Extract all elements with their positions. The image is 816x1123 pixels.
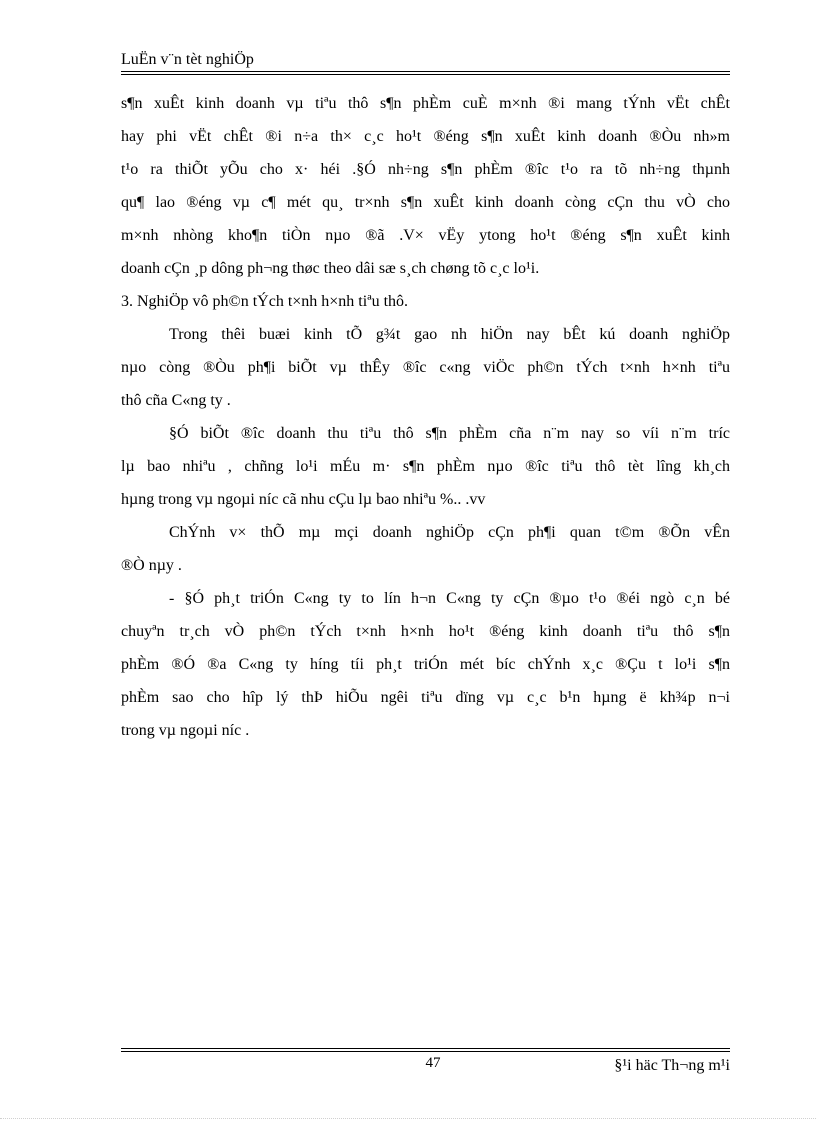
- page-bottom-edge: [0, 1118, 816, 1119]
- body-line: m×nh nhòng kho¶n tiÒn nµo ®ã .V× vËy ytong ho¹t ®éng s¶n xuÊt kinh: [121, 227, 730, 244]
- footer-rule: [121, 1048, 730, 1049]
- body-line: phÈm ®Ó ®a C«ng ty híng tíi ph¸t triÓn mét bíc chÝnh x¸c ®Çu t lo¹i s¶n: [121, 656, 730, 673]
- body-line: trong vµ ngoµi níc .: [121, 722, 250, 739]
- body-line: phÈm sao cho hîp lý thÞ hiÕu ngêi tiªu dïng vµ c¸c b¹n hµng ë kh¾p n¬i: [121, 689, 730, 706]
- body-line: chuyªn tr¸ch vÒ ph©n tÝch t×nh h×nh ho¹t ®éng kinh doanh tiªu thô s¶n: [121, 623, 730, 640]
- footer-rule-second: [121, 1051, 730, 1052]
- body-line: s¶n xuÊt kinh doanh vµ tiªu thô s¶n phÈm cuÈ m×nh ®i mang tÝnh vËt chÊt: [121, 95, 730, 112]
- page-number: 47: [425, 1055, 441, 1071]
- body-line: ChÝnh v× thÕ mµ mçi doanh nghiÖp cÇn ph¶i quan t©m ®Õn vÊn: [169, 524, 730, 541]
- footer-school: §¹i häc Th¬ng m¹i: [614, 1057, 730, 1074]
- body-line: lµ bao nhiªu , chñng lo¹i mÉu m· s¶n phÈm nµo ®îc tiªu thô tèt lîng kh¸ch: [121, 458, 730, 475]
- header-rule: [121, 71, 730, 72]
- body-line: nµo còng ®Òu ph¶i biÕt vµ thÊy ®îc c«ng viÖc ph©n tÝch t×nh h×nh tiªu: [121, 359, 730, 376]
- body-line: qu¶ lao ®éng vµ c¶ mét qu¸ tr×nh s¶n xuÊt kinh doanh còng cÇn thu vÒ cho: [121, 194, 730, 211]
- header-title: LuËn v¨n tèt nghiÖp: [121, 51, 254, 68]
- body-line: hµng trong vµ ngoµi níc cã nhu cÇu lµ bao nhiªu %.. .vv: [121, 491, 486, 508]
- body-line: §Ó biÕt ®îc doanh thu tiªu thô s¶n phÈm cña n¨m nay so víi n¨m tríc: [169, 425, 730, 442]
- body-line: doanh cÇn ¸p dông ph¬ng thøc theo dâi sæ s¸ch chøng tõ c¸c lo¹i.: [121, 260, 540, 277]
- body-line: - §Ó ph¸t triÓn C«ng ty to lín h¬n C«ng ty cÇn ®µo t¹o ®éi ngò c¸n bé: [169, 590, 730, 607]
- body-line: t¹o ra thiÕt yÕu cho x· héi .§Ó nh÷ng s¶n phÈm ®îc t¹o ra tõ nh÷ng thµnh: [121, 161, 730, 178]
- body-line: hay phi vËt chÊt ®i n÷a th× c¸c ho¹t ®éng s¶n xuÊt kinh doanh ®Òu nh»m: [121, 128, 730, 145]
- section-heading: 3. NghiÖp vô ph©n tÝch t×nh h×nh tiªu thô.: [121, 293, 409, 310]
- body-line: Trong thêi buæi kinh tÕ g¾t gao nh hiÖn nay bÊt kú doanh nghiÖp: [169, 326, 730, 343]
- body-line: thô cña C«ng ty .: [121, 392, 231, 409]
- body-line: ®Ò nµy .: [121, 557, 182, 574]
- header-rule-second: [121, 74, 730, 75]
